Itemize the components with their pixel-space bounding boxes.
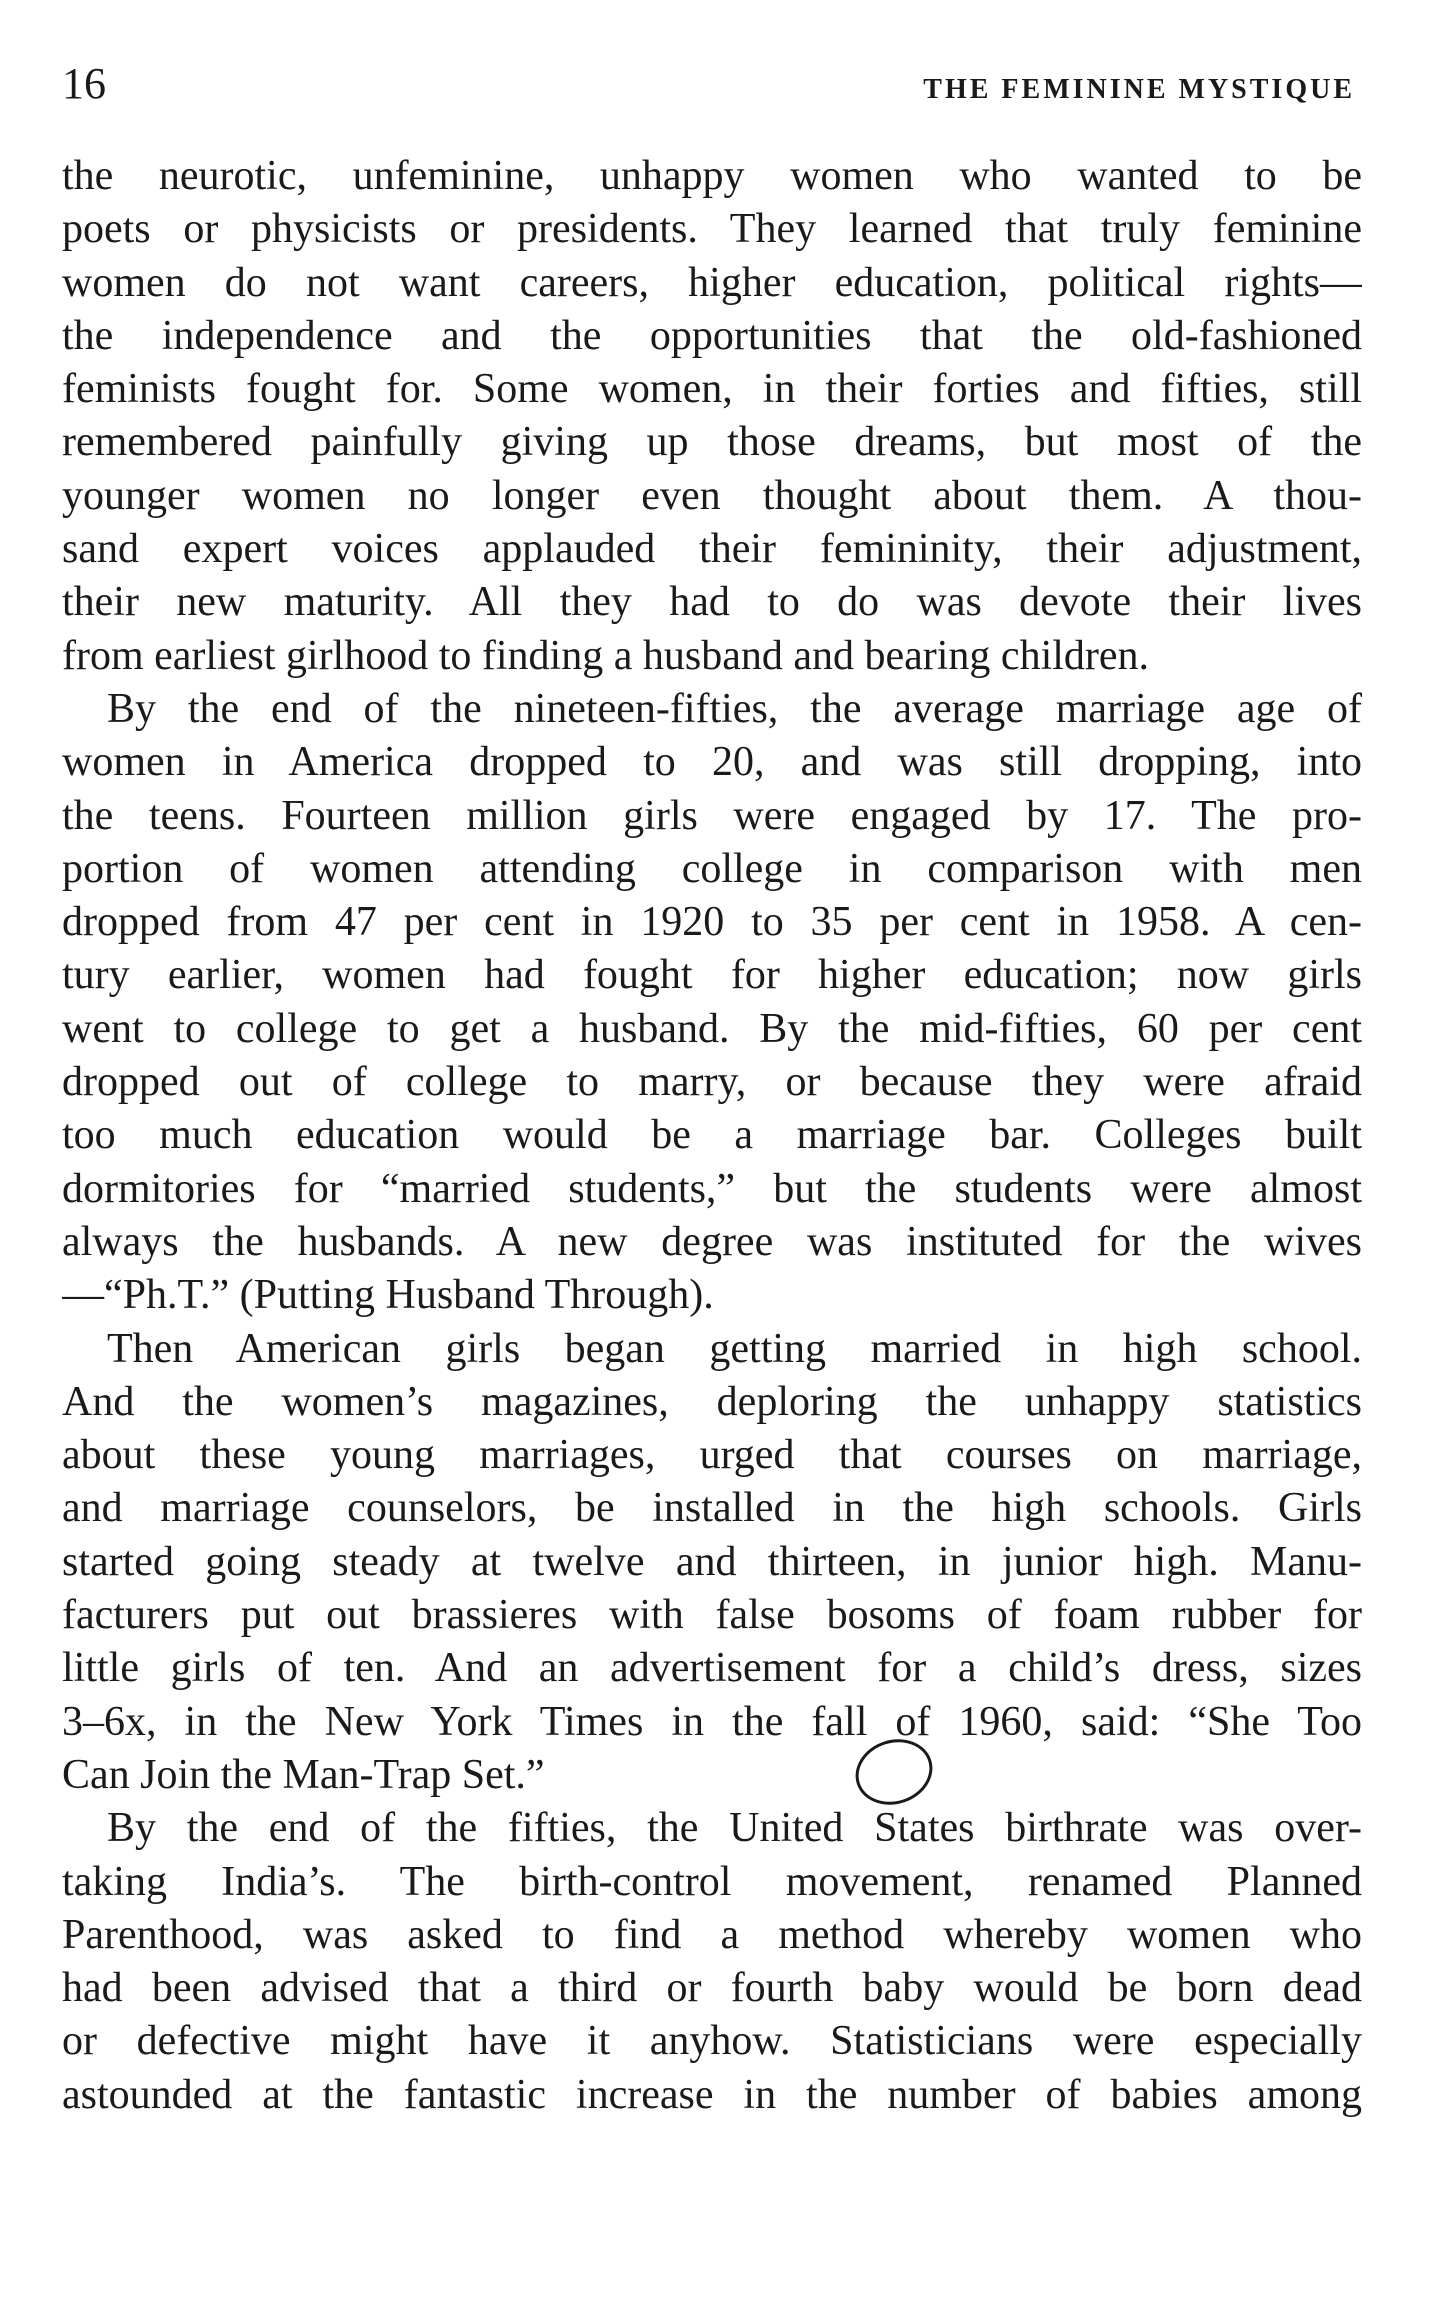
text-line: or defective might have it anyhow. Statisticians were especially (62, 2018, 1362, 2065)
text-line: from earliest girlhood to finding a husband and bearing children. (62, 632, 1150, 679)
text-line: By the end of the nineteen-fifties, the average marriage age of (107, 685, 1362, 732)
text-line: the teens. Fourteen million girls were engaged by 17. The pro- (62, 792, 1362, 839)
text-line: dormitories for “married students,” but the students were almost (62, 1165, 1362, 1212)
text-line: portion of women attending college in comparison with men (62, 845, 1362, 892)
text-line: about these young marriages, urged that courses on marriage, (62, 1432, 1362, 1479)
text-line: Then American girls began getting married in high school. (107, 1325, 1362, 1372)
text-line: women in America dropped to 20, and was still dropping, into (62, 739, 1362, 786)
text-line: their new maturity. All they had to do was devote their lives (62, 579, 1362, 626)
text-line: tury earlier, women had fought for higher education; now girls (62, 952, 1362, 999)
text-line: dropped out of college to marry, or because they were afraid (62, 1059, 1362, 1106)
text-line: started going steady at twelve and thirteen, in junior high. Manu- (62, 1538, 1362, 1585)
text-line: always the husbands. A new degree was instituted for the wives (62, 1218, 1362, 1265)
text-line: had been advised that a third or fourth baby would be born dead (62, 1965, 1362, 2012)
text-line: little girls of ten. And an advertisement for a child’s dress, sizes (62, 1645, 1362, 1692)
text-line: Can Join the Man-Trap Set.” (62, 1751, 545, 1798)
text-line: women do not want careers, higher education, political rights— (62, 259, 1362, 306)
text-line: remembered painfully giving up those dreams, but most of the (62, 419, 1362, 466)
text-line: too much education would be a marriage bar. Colleges built (62, 1112, 1362, 1159)
text-line: Parenthood, was asked to find a method whereby women who (62, 1911, 1362, 1958)
text-line: the independence and the opportunities that the old-fashioned (62, 312, 1362, 359)
text-line: poets or physicists or presidents. They learned that truly feminine (62, 206, 1362, 253)
text-line: —“Ph.T.” (Putting Husband Through). (62, 1272, 714, 1319)
text-line: went to college to get a husband. By the mid-fifties, 60 per cent (62, 1005, 1362, 1052)
running-title: THE FEMININE MYSTIQUE (923, 74, 1355, 105)
text-line: taking India’s. The birth-control movement, renamed Planned (62, 1858, 1362, 1905)
page-number: 16 (62, 59, 106, 108)
text-line: facturers put out brassieres with false bosoms of foam rubber for (62, 1592, 1362, 1639)
text-line: feminists fought for. Some women, in their forties and fifties, still (62, 366, 1362, 413)
text-line: sand expert voices applauded their femininity, their adjustment, (62, 526, 1362, 573)
text-line: By the end of the fifties, the United States birthrate was over- (107, 1805, 1362, 1852)
text-line: the neurotic, unfeminine, unhappy women who wanted to be (62, 153, 1362, 199)
text-line: 3–6x, in the New York Times in the fall of 1960, said: “She Too (62, 1698, 1362, 1745)
text-line: astounded at the fantastic increase in the number of babies among (62, 2071, 1362, 2118)
body-text (62, 150, 1362, 2122)
text-line: and marriage counselors, be installed in the high schools. Girls (62, 1485, 1362, 1532)
text-line: younger women no longer even thought about them. A thou- (62, 472, 1362, 519)
text-line: And the women’s magazines, deploring the unhappy statistics (62, 1378, 1362, 1425)
page-header (62, 58, 1355, 118)
text-line: dropped from 47 per cent in 1920 to 35 per cent in 1958. A cen- (62, 899, 1362, 946)
